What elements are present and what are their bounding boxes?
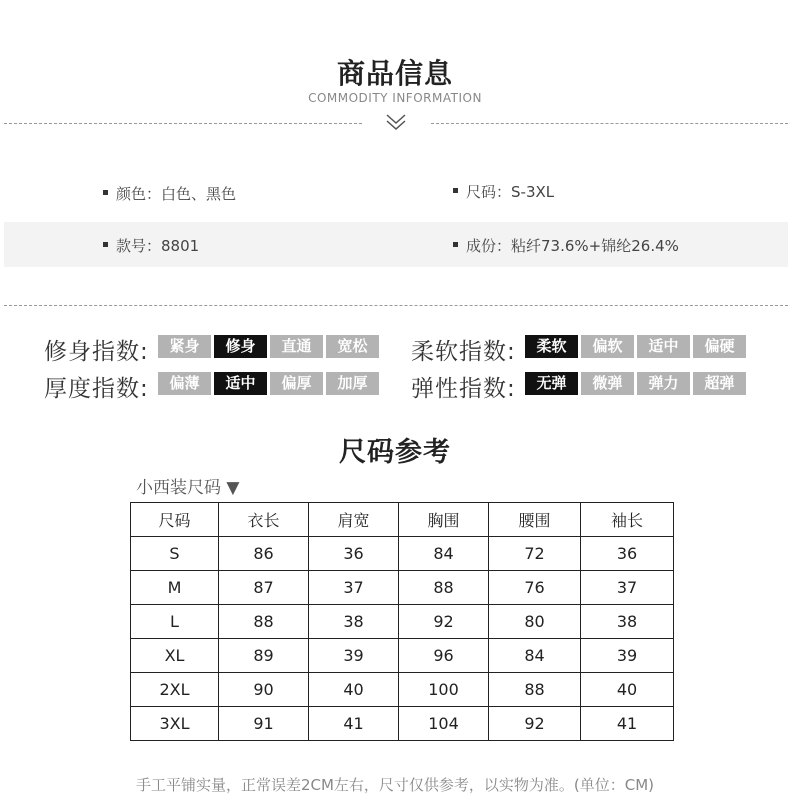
info-model [103,235,199,256]
table-cell: 80 [489,605,581,639]
table-cell: 88 [399,571,489,605]
size-reference-title: 尺码参考 [339,437,451,468]
table-cell: 3XL [131,707,219,741]
thickness-option-2: 适中 [214,372,267,395]
fit-option-1: 紧身 [158,335,211,358]
section-divider [4,305,788,306]
table-cell: 100 [399,673,489,707]
bullet-icon [453,188,458,193]
header-divider-right [431,123,788,124]
table-header-cell: 胸围 [399,503,489,537]
table-cell: 91 [219,707,309,741]
info-color [103,183,236,204]
size-chart-selector: 小西装尺码 ▼ [136,478,240,498]
table-row [131,639,674,673]
softness-option-4: 偏硬 [693,335,746,358]
table-cell: S [131,537,219,571]
elasticity-option-3: 弹力 [637,372,690,395]
table-cell: 90 [219,673,309,707]
elasticity-option-1: 无弹 [525,372,578,395]
table-header-cell: 袖长 [581,503,674,537]
table-header-cell: 腰围 [489,503,581,537]
material-value: 粘纤73.6%+锦纶26.4% [511,237,679,255]
header-divider-left [4,123,362,124]
table-cell: 89 [219,639,309,673]
table-cell: 39 [581,639,674,673]
bullet-icon [103,242,108,247]
thickness-option-4: 加厚 [326,372,379,395]
table-cell: 76 [489,571,581,605]
softness-option-1: 柔软 [525,335,578,358]
table-cell: 40 [581,673,674,707]
table-row [131,537,674,571]
measurement-footnote: 手工平铺实量，正常误差2CM左右，尺寸仅供参考，以实物为准。(单位：CM) [135,776,655,794]
page-subtitle: COMMODITY INFORMATION [308,91,482,105]
elasticity-option-4: 超弹 [693,372,746,395]
softness-index-label: 柔软指数: [411,339,516,365]
thickness-option-3: 偏厚 [270,372,323,395]
table-header-row [131,503,674,537]
table-cell: 104 [399,707,489,741]
size-label: 尺码： [466,183,512,201]
table-cell: 92 [489,707,581,741]
info-size [453,181,554,202]
table-cell: 84 [399,537,489,571]
size-table [130,502,674,741]
fit-option-3: 直通 [270,335,323,358]
table-cell: 72 [489,537,581,571]
fit-option-4: 宽松 [326,335,379,358]
table-row [131,707,674,741]
material-label: 成份： [466,237,512,255]
size-value: S-3XL [511,183,555,201]
double-chevron-down-icon [384,112,408,132]
table-cell: 41 [309,707,399,741]
table-cell: 36 [309,537,399,571]
color-value: 白色、黑色 [161,185,237,203]
table-cell: 88 [219,605,309,639]
table-cell: 87 [219,571,309,605]
model-label: 款号： [116,237,162,255]
table-row [131,673,674,707]
table-cell: XL [131,639,219,673]
table-cell: 84 [489,639,581,673]
table-cell: M [131,571,219,605]
table-cell: 38 [309,605,399,639]
table-row [131,605,674,639]
table-cell: 2XL [131,673,219,707]
table-cell: 88 [489,673,581,707]
fit-option-2: 修身 [214,335,267,358]
fit-index-label: 修身指数: [44,339,149,365]
table-header-cell: 衣长 [219,503,309,537]
thickness-index-label: 厚度指数: [44,376,149,402]
table-cell: 86 [219,537,309,571]
bullet-icon [453,242,458,247]
table-cell: 40 [309,673,399,707]
model-value: 8801 [161,237,200,255]
elasticity-option-2: 微弹 [581,372,634,395]
softness-option-2: 偏软 [581,335,634,358]
table-cell: L [131,605,219,639]
table-cell: 36 [581,537,674,571]
table-cell: 92 [399,605,489,639]
table-cell: 41 [581,707,674,741]
table-header-cell: 尺码 [131,503,219,537]
table-cell: 96 [399,639,489,673]
page-title: 商品信息 [336,57,453,90]
thickness-option-1: 偏薄 [158,372,211,395]
table-header-cell: 肩宽 [309,503,399,537]
table-cell: 37 [309,571,399,605]
color-label: 颜色： [116,185,162,203]
bullet-icon [103,190,108,195]
softness-option-3: 适中 [637,335,690,358]
elasticity-index-label: 弹性指数: [411,376,516,402]
table-cell: 39 [309,639,399,673]
info-material [453,235,679,256]
table-cell: 38 [581,605,674,639]
table-row [131,571,674,605]
table-cell: 37 [581,571,674,605]
